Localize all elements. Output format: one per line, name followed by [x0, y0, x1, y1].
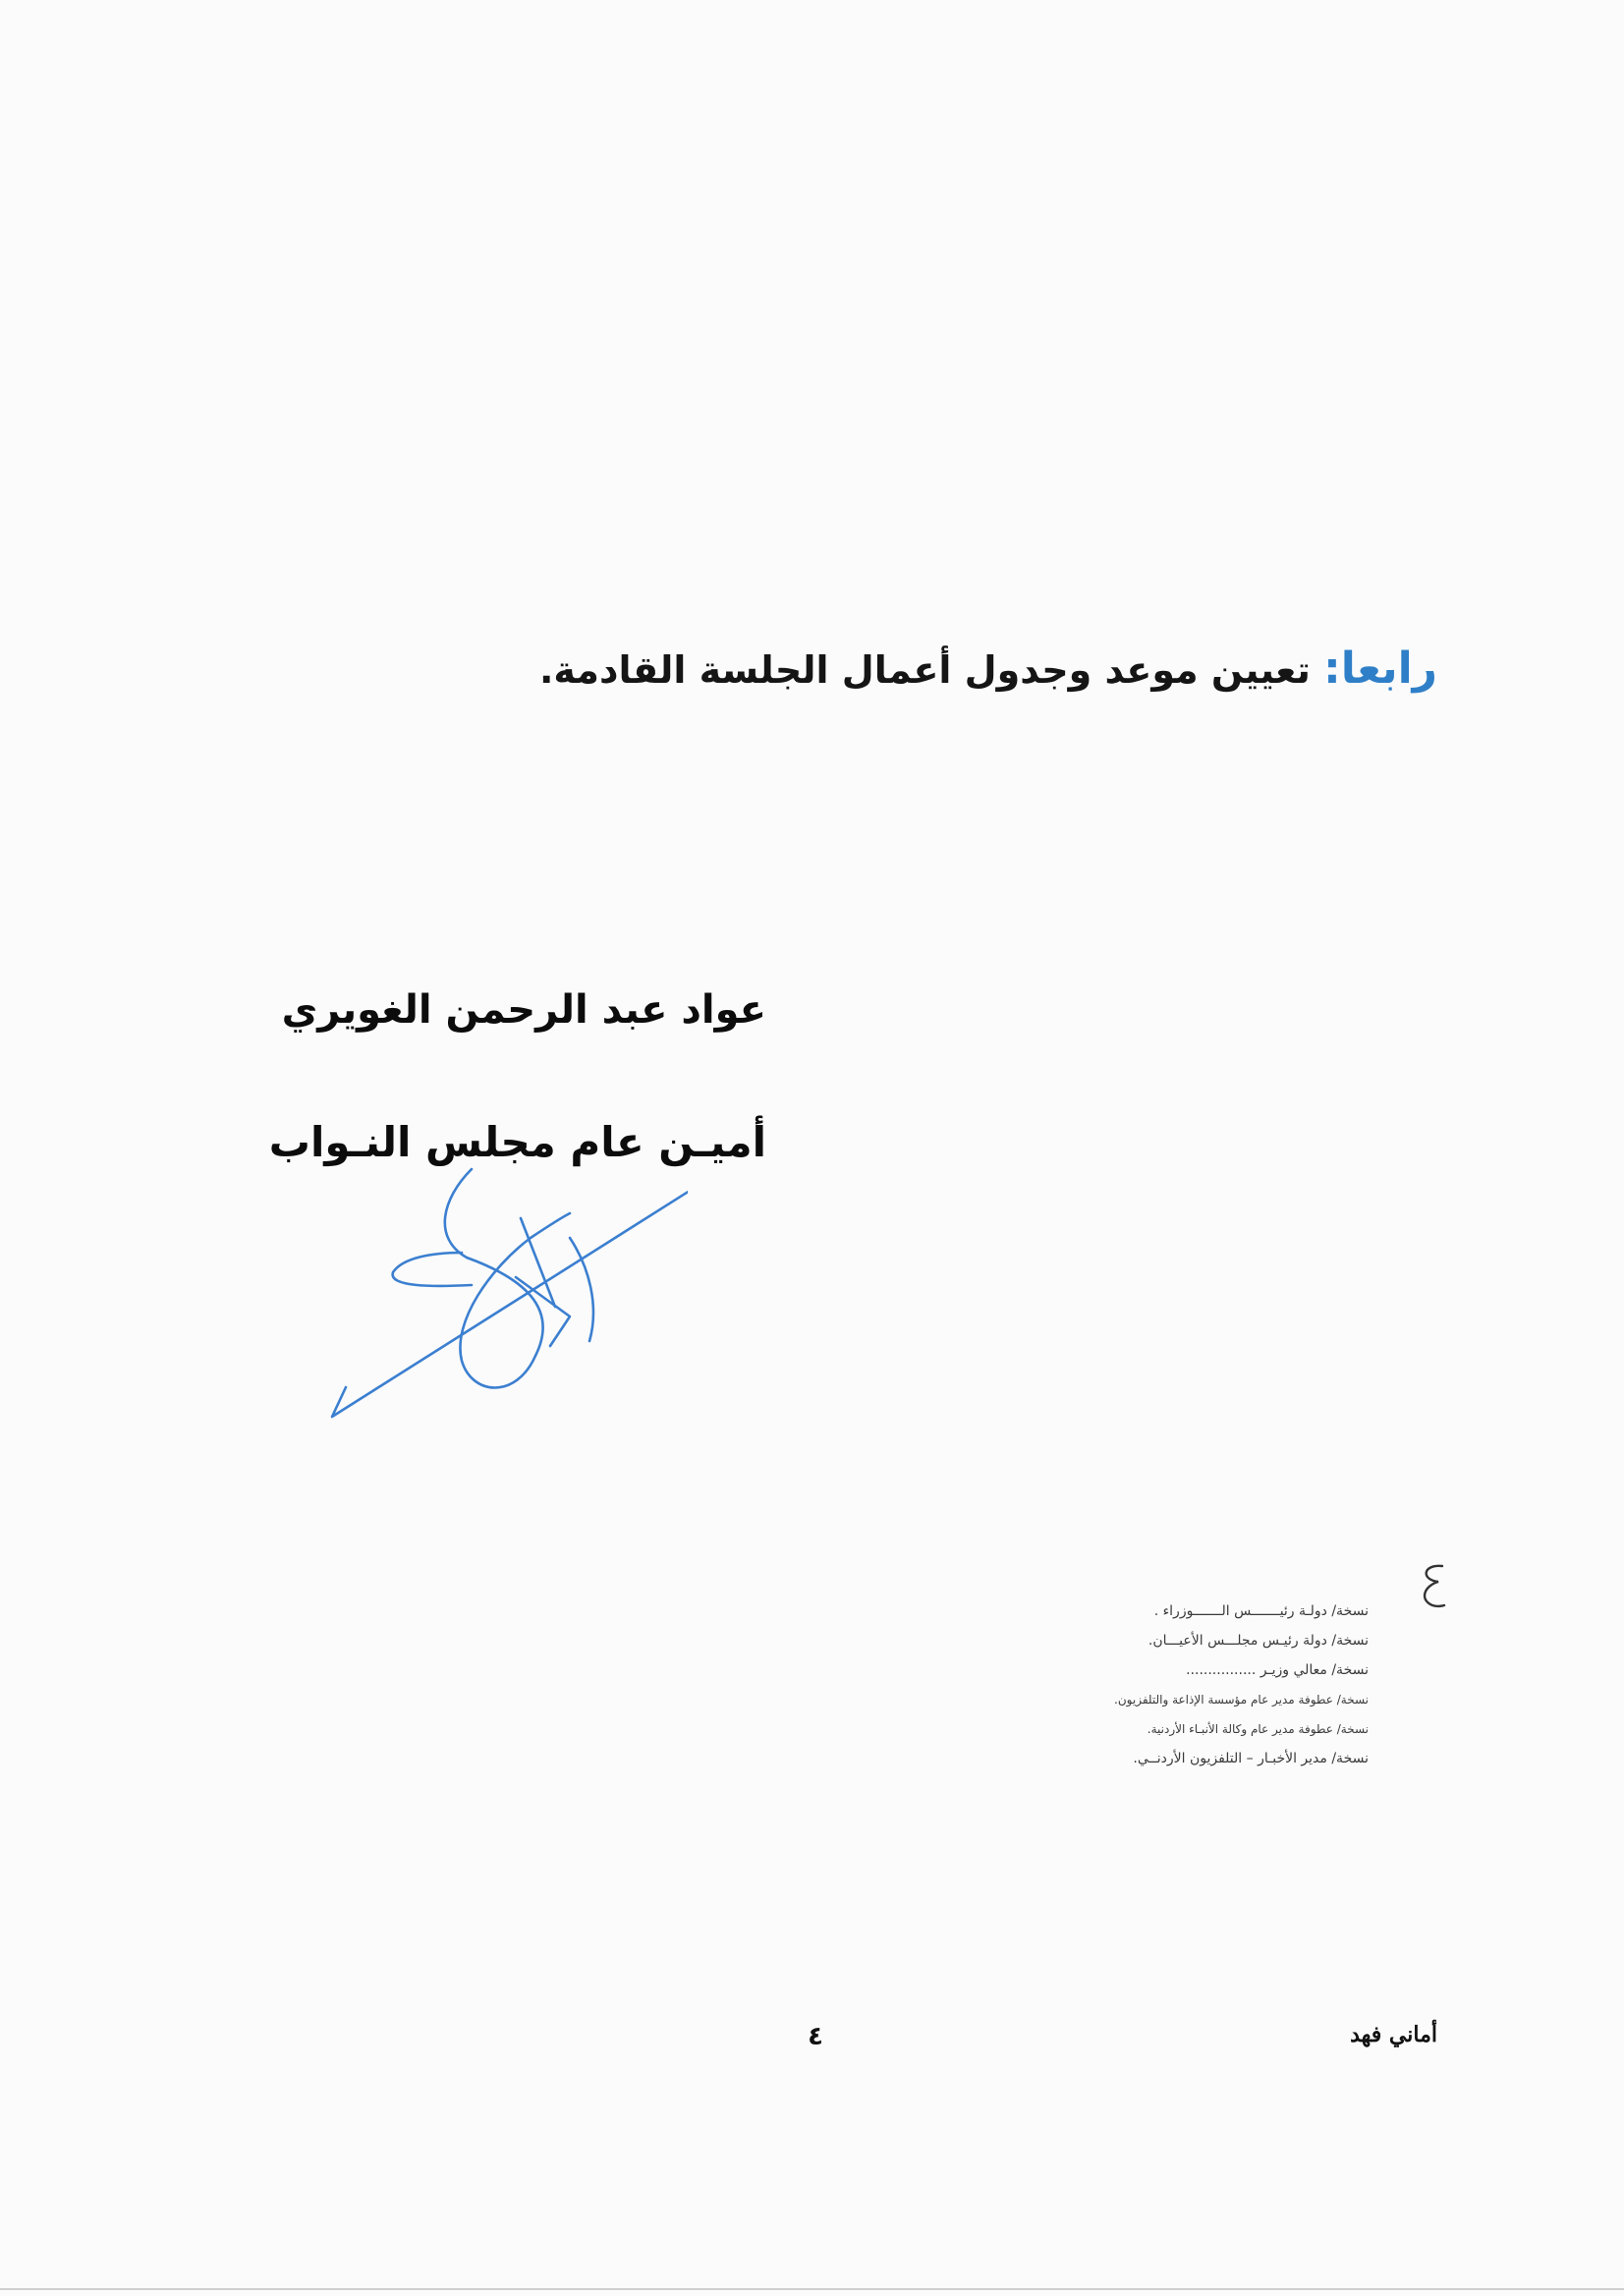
copy-recipient: نسخة/ عطوفة مدير عام مؤسسة الإذاعة والتلفزيون.	[1114, 1693, 1369, 1707]
agenda-item-text: تعيين موعد وجدول أعمال الجلسة القادمة.	[538, 648, 1324, 692]
copy-recipient: نسخة/ عطوفة مدير عام وكالة الأنبـاء الأردنية.	[1147, 1722, 1369, 1736]
page-number: ٤	[808, 2022, 823, 2051]
copies-list	[1114, 1596, 1369, 1773]
handwritten-signature	[324, 1159, 688, 1434]
copy-recipient: نسخة/ دولة رئيـس مجلـــس الأعيـــان.	[1148, 1633, 1369, 1649]
copy-recipient: نسخة/ مدير الأخبـار – التلفزيون الأردنــي.	[1133, 1751, 1369, 1766]
agenda-item	[539, 644, 1437, 694]
page-bottom-edge	[0, 2288, 1624, 2290]
copy-recipient: نسخة/ دولـة رئيـــــــس الـــــــوزراء .	[1153, 1603, 1369, 1619]
signatory-title: أميـن عام مجلس النـواب	[268, 1118, 766, 1166]
signatory-name: عواد عبد الرحمن الغويري	[281, 987, 766, 1033]
typist-initials: أماني فهد	[1350, 2022, 1437, 2047]
agenda-item-label: رابعا:	[1323, 644, 1437, 694]
copy-recipient: نسخة/ معالي وزيـر ................	[1186, 1662, 1369, 1678]
handwritten-page-mark	[1415, 1560, 1454, 1619]
